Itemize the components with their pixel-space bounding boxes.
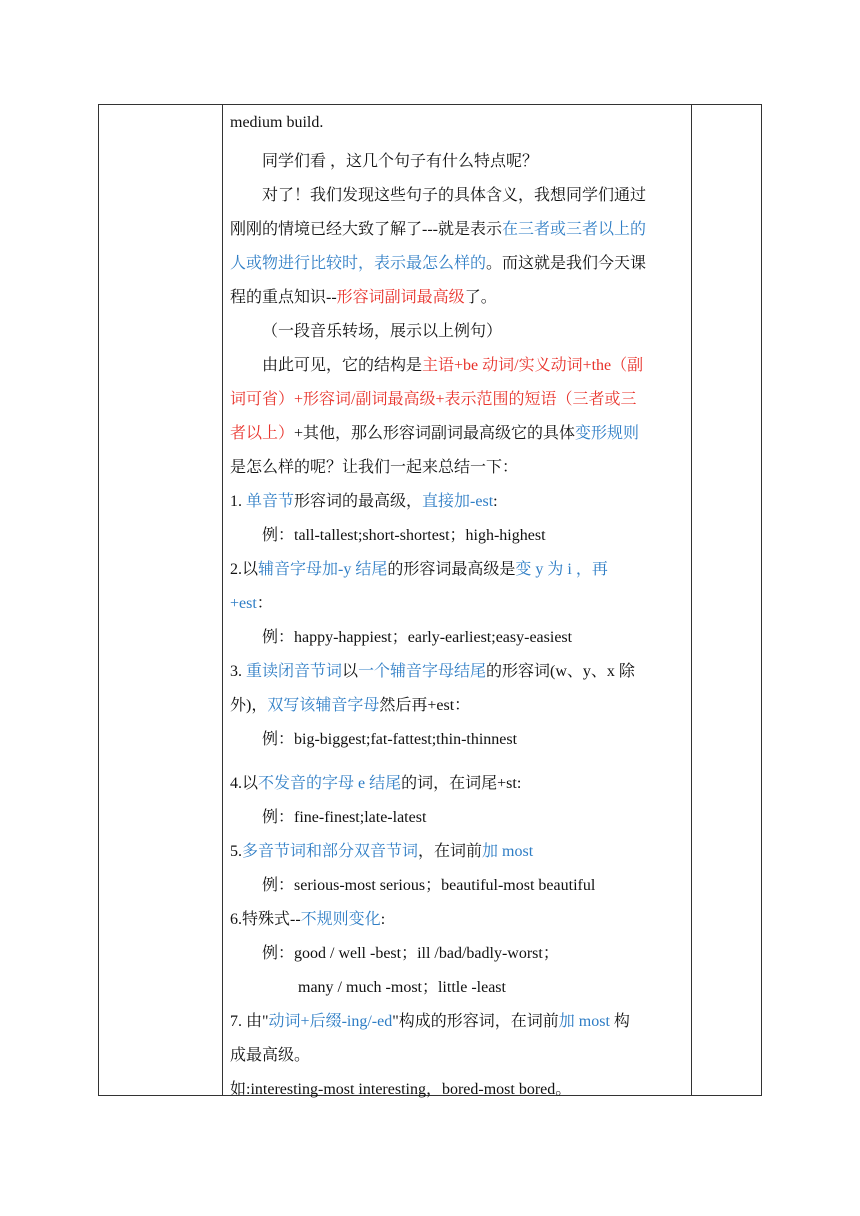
rule-5: 5.多音节词和部分双音节词，在词前加 most (230, 843, 534, 860)
text-line: （一段音乐转场，展示以上例句） (262, 323, 503, 340)
example-7: 如:interesting-most interesting，bored-most bored。 (230, 1081, 572, 1098)
text-line: medium build. (230, 114, 324, 131)
rule-6: 6.特殊式--不规则变化: (230, 911, 386, 928)
text-line: 刚刚的情境已经大致了解了---就是表示在三者或三者以上的 (230, 221, 647, 238)
rule-3: 3. 重读闭音节词以一个辅音字母结尾的形容词(w、y、x 除 (230, 663, 635, 680)
example-2: 例：happy-happiest；early-earliest;easy-easiest (262, 629, 573, 646)
text-line: 对了！我们发现这些句子的具体含义，我想同学们通过 (262, 187, 647, 204)
rule-2: 2.以辅音字母加-y 结尾的形容词最高级是变 y 为 i ，再 (230, 561, 608, 578)
text-line: 者以上）+其他，那么形容词副词最高级它的具体变形规则 (230, 425, 640, 442)
text-line: 词可省）+形容词/副词最高级+表示范围的短语（三者或三 (230, 391, 637, 408)
text-line: 人或物进行比较时，表示最怎么样的。而这就是我们今天课 (230, 255, 647, 272)
example-6-cont: many / much -most；little -least (298, 979, 506, 996)
rule-7-cont: 成最高级。 (230, 1047, 311, 1064)
example-6: 例：good / well -best；ill /bad/badly-worst； (262, 945, 559, 962)
rule-1: 1. 单音节形容词的最高级，直接加-est: (230, 493, 498, 510)
text-line: 由此可见，它的结构是主语+be 动词/实义动词+the（副 (262, 357, 644, 374)
text-line: 同学们看 ，这几个句子有什么特点呢？ (262, 153, 539, 170)
example-1: 例：tall-tallest;short-shortest；high-highest (262, 527, 546, 544)
rule-3-cont: 外)，双写该辅音字母然后再+est： (230, 697, 471, 714)
column-divider (691, 105, 692, 1095)
text-line: 程的重点知识--形容词副词最高级了。 (230, 289, 497, 306)
rule-2-cont: +est： (230, 595, 273, 612)
rule-4: 4.以不发音的字母 e 结尾的词，在词尾+st: (230, 775, 522, 792)
example-3: 例：big-biggest;fat-fattest;thin-thinnest (262, 731, 518, 748)
column-divider (222, 105, 223, 1095)
text-line: 是怎么样的呢？让我们一起来总结一下： (230, 459, 519, 476)
example-4: 例：fine-finest;late-latest (262, 809, 427, 826)
example-5: 例：serious-most serious；beautiful-most beautiful (262, 877, 596, 894)
rule-7: 7. 由"动词+后缀-ing/-ed"构成的形容词，在词前加 most 构 (230, 1013, 630, 1030)
